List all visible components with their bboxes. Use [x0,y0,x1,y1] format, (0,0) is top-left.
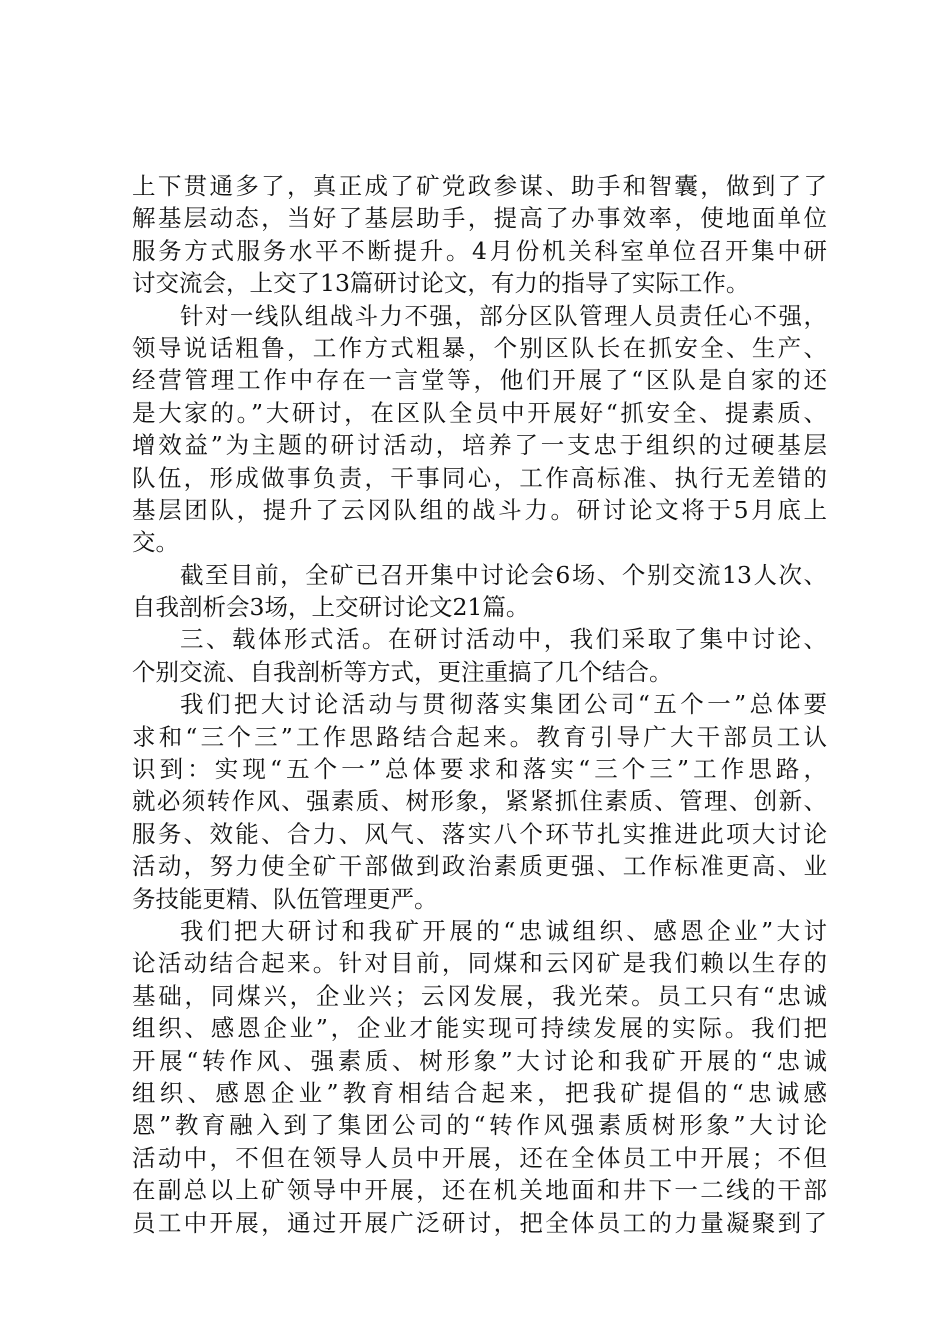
text-line: 队伍，形成做事负责，干事同心，工作高标准、执行无差错的 [132,463,827,492]
text-line: 解基层动态，当好了基层助手，提高了办事效率，使地面单位 [132,204,827,233]
text-line: 是大家的。”大研讨，在区队全员中开展好“抓安全、提素质、 [132,398,827,427]
text-line: 组织、感恩企业”教育相结合起来，把我矿提倡的“忠诚感 [132,1078,827,1107]
text-line: 增效益”为主题的研讨活动，培养了一支忠于组织的过硬基层 [132,431,827,460]
text-line: 务技能更精、队伍管理更严。 [132,884,438,913]
text-line: 截至目前，全矿已召开集中讨论会6场、个别交流13人次、 [180,560,827,589]
text-line: 我们把大研讨和我矿开展的“忠诚组织、感恩企业”大讨 [180,916,827,945]
text-line: 我们把大讨论活动与贯彻落实集团公司“五个一”总体要 [180,690,827,719]
text-line: 求和“三个三”工作思路结合起来。教育引导广大干部员工认 [132,722,827,751]
document-body [132,170,827,1239]
text-line: 领导说话粗鲁，工作方式粗暴，个别区队长在抓安全、生产、 [132,333,827,362]
text-line: 活动中，不但在领导人员中开展，还在全体员工中开展；不但 [132,1143,827,1172]
text-line: 论活动结合起来。针对目前，同煤和云冈矿是我们赖以生存的 [132,949,827,978]
text-line: 个别交流、自我剖析等方式，更注重搞了几个结合。 [132,657,673,686]
text-line: 交。 [132,528,179,557]
text-line: 自我剖析会3场，上交研讨论文21篇。 [132,593,530,622]
text-line: 在副总以上矿领导中开展，还在机关地面和井下一二线的干部 [132,1176,827,1205]
text-line: 就必须转作风、强素质、树形象，紧紧抓住素质、管理、创新、 [132,787,827,816]
text-line: 恩”教育融入到了集团公司的“转作风强素质树形象”大讨论 [132,1111,827,1140]
text-line: 组织、感恩企业”，企业才能实现可持续发展的实际。我们把 [132,1014,827,1043]
text-line: 服务方式服务水平不断提升。4月份机关科室单位召开集中研 [132,236,827,265]
text-line: 经营管理工作中存在一言堂等，他们开展了“区队是自家的还 [132,366,827,395]
text-line: 三、载体形式活。在研讨活动中，我们采取了集中讨论、 [180,625,827,654]
text-line: 针对一线队组战斗力不强，部分区队管理人员责任心不强， [180,301,827,330]
text-line: 上下贯通多了，真正成了矿党政参谋、助手和智囊，做到了了 [132,172,827,200]
text-line: 识到：实现“五个一”总体要求和落实“三个三”工作思路， [132,755,827,784]
text-line: 服务、效能、合力、风气、落实八个环节扎实推进此项大讨论 [132,819,827,848]
text-line: 基层团队，提升了云冈队组的战斗力。研讨论文将于5月底上 [132,495,827,524]
text-line: 开展“转作风、强素质、树形象”大讨论和我矿开展的“忠诚 [132,1046,827,1075]
text-line: 基础，同煤兴，企业兴；云冈发展，我光荣。员工只有“忠诚 [132,981,827,1010]
text-line: 讨交流会，上交了13篇研讨论文，有力的指导了实际工作。 [132,269,750,298]
text-line: 员工中开展，通过开展广泛研讨，把全体员工的力量凝聚到了 [132,1208,827,1237]
text-line: 活动，努力使全矿干部做到政治素质更强、工作标准更高、业 [132,852,827,881]
